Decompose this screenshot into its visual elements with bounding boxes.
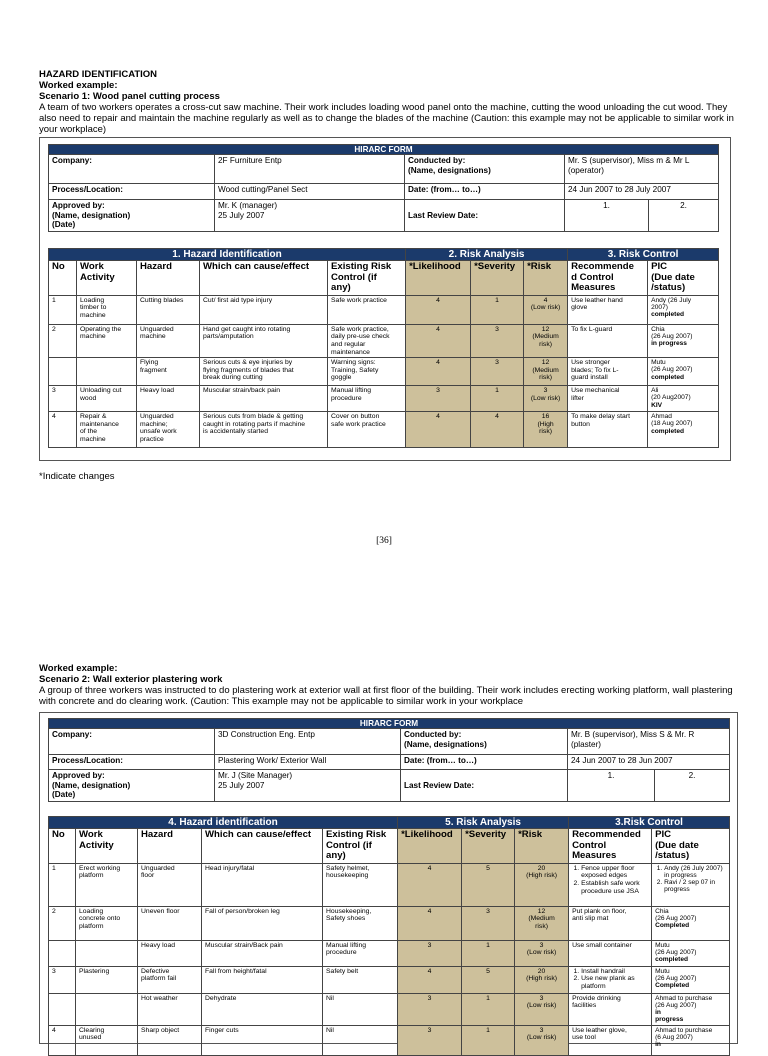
cell-likelihood: 4	[406, 324, 471, 357]
pic-name: Mutu (26 Aug 2007)	[655, 941, 697, 956]
approved-label: Approved by: (Name, designation) (Date)	[49, 200, 215, 232]
cell-no: 4	[49, 1025, 76, 1055]
header-recommended-control: Recommended Control Measures	[569, 829, 652, 864]
table-row	[49, 906, 730, 940]
cell-severity: 3	[471, 324, 524, 357]
company-value: 2F Furniture Entp	[215, 155, 405, 184]
header-cause-effect: Which can cause/effect	[200, 261, 328, 296]
cell-cause-effect: Serious cuts & eye injuries by flying fragments of blades that break during cutting	[200, 358, 328, 386]
conducted-value: Mr. B (supervisor), Miss S & Mr. R (plaster)	[568, 729, 730, 755]
date-label: Date: (from… to…)	[405, 184, 565, 200]
cell-existing-control: Warning signs: Training, Safety goggle	[328, 358, 406, 386]
cell-severity: 5	[462, 863, 515, 906]
status-label: completed	[651, 311, 685, 319]
cell-hazard: Unguarded machine	[137, 324, 200, 357]
cell-likelihood: 3	[398, 1025, 462, 1055]
cell-existing-control: Safe work practice, daily pre-use check and regular maintenance	[328, 324, 406, 357]
cell-no	[49, 940, 76, 966]
cell-existing-control: Safe work practice	[328, 295, 406, 324]
cell-cause-effect: Muscular strain/Back pain	[202, 940, 323, 966]
cell-risk: 12 (Medium risk)	[515, 906, 569, 940]
header-hazard: Hazard	[137, 261, 200, 296]
cell-risk: 20 (High risk)	[515, 966, 569, 993]
cell-work-activity	[77, 358, 137, 386]
form-title: HIRARC FORM	[49, 719, 730, 729]
table-row	[49, 412, 719, 448]
header-severity: *Severity	[471, 261, 524, 296]
status-label: completed	[655, 956, 689, 964]
cell-severity: 5	[462, 966, 515, 993]
cell-risk: 3 (Low risk)	[524, 386, 568, 412]
form-title: HIRARC FORM	[49, 145, 719, 155]
cell-existing-control: Safety belt	[323, 966, 398, 993]
cell-recommended-control: Provide drinking facilities	[569, 993, 652, 1025]
cell-no: 3	[49, 966, 76, 993]
cell-hazard: Cutting blades	[137, 295, 200, 324]
cell-hazard: Unguarded floor	[138, 863, 202, 906]
conducted-label: Conducted by: (Name, designations)	[401, 729, 568, 755]
cell-pic	[648, 324, 719, 357]
table-row	[49, 1025, 730, 1055]
header-severity: *Severity	[462, 829, 515, 864]
cell-work-activity	[76, 940, 138, 966]
cell-recommended-control: Use stronger blades; To fix L- guard install	[568, 358, 648, 386]
status-label: in progress	[655, 1009, 684, 1024]
cell-pic	[648, 386, 719, 412]
process-label: Process/Location:	[49, 184, 215, 200]
risk-table-2	[48, 816, 730, 1056]
cell-risk: 20 (High risk)	[515, 863, 569, 906]
pic-item: 2. Ravi / 2 sep 07 in progress	[664, 879, 726, 893]
cell-cause-effect: Finger cuts	[202, 1025, 323, 1055]
cell-hazard: Heavy load	[137, 386, 200, 412]
cell-hazard: Sharp object	[138, 1025, 202, 1055]
cell-severity: 4	[471, 412, 524, 448]
pic-name: Ahmad to purchase (6 Aug 2007)	[655, 1026, 713, 1041]
cell-recommended-control	[569, 966, 652, 993]
header-risk: *Risk	[515, 829, 569, 864]
cell-pic	[652, 966, 730, 993]
cell-risk: 4 (Low risk)	[524, 295, 568, 324]
pic-name: Ali (20 Aug2007)	[651, 387, 691, 402]
cell-work-activity: Plastering	[76, 966, 138, 993]
cell-likelihood: 4	[406, 358, 471, 386]
cell-cause-effect: Head injury/fatal	[202, 863, 323, 906]
header-recommended-control: Recommende d Control Measures	[568, 261, 648, 296]
pic-name: Chia (26 Aug 2007)	[651, 325, 693, 340]
cell-severity: 1	[471, 386, 524, 412]
cell-cause-effect: Dehydrate	[202, 993, 323, 1025]
cell-likelihood: 4	[406, 295, 471, 324]
scenario-description: A group of three workers was instructed to do plastering work at exterior wall at first floor of the building. Their work includes erecting working platform, wall plastering with concrete and do clearing work. (Caution: This example may not be applicable to similar work in your workplace	[39, 685, 733, 707]
cell-recommended-control: To fix L-guard	[568, 324, 648, 357]
company-label: Company:	[49, 729, 215, 755]
status-label: completed	[651, 427, 685, 435]
header-row	[49, 829, 730, 864]
worked-example-label: Worked example:	[39, 80, 118, 91]
header-no: No	[49, 261, 77, 296]
cell-pic	[652, 863, 730, 906]
hirarc-form-2	[39, 712, 738, 1048]
status-label: in progress	[651, 340, 687, 348]
cell-recommended-control: To make delay start button	[568, 412, 648, 448]
date-label: Date: (from… to…)	[401, 755, 568, 770]
table-row	[49, 324, 719, 357]
table-body	[49, 295, 719, 447]
cell-pic	[652, 940, 730, 966]
header-risk: *Risk	[524, 261, 568, 296]
cell-likelihood: 3	[406, 386, 471, 412]
cell-no: 1	[49, 295, 77, 324]
scenario-description: A team of two workers operates a cross-cut saw machine. Their work includes loading wood panel onto the machine, cutting the wood unloading the cut wood. They also need to repair and maintain the machine regularly as well as to change the blades of the machine (Caution: this example may not be applicable to similar work in your workplace)	[39, 102, 734, 135]
cell-likelihood: 4	[406, 412, 471, 448]
cell-cause-effect: Fall from height/fatal	[202, 966, 323, 993]
cell-risk: 16 (High risk)	[524, 412, 568, 448]
cell-severity: 1	[462, 940, 515, 966]
cell-pic	[648, 412, 719, 448]
process-value: Plastering Work/ Exterior Wall	[215, 755, 401, 770]
recommended-item: 1. Install handrail	[581, 968, 648, 976]
process-label: Process/Location:	[49, 755, 215, 770]
pic-name: Mutu (26 Aug 2007)	[651, 359, 693, 374]
cell-likelihood: 4	[398, 966, 462, 993]
indicate-changes-note: *Indicate changes	[39, 471, 115, 482]
conducted-value: Mr. S (supervisor), Miss m & Mr L (operator)	[565, 155, 719, 184]
cell-pic	[652, 993, 730, 1025]
header-existing-control: Existing Risk Control (if any)	[323, 829, 398, 864]
cell-hazard: Uneven floor	[138, 906, 202, 940]
cell-recommended-control: Use leather hand glove	[568, 295, 648, 324]
section-risk-control: 3.Risk Control	[569, 817, 730, 829]
table-row	[49, 966, 730, 993]
cell-severity: 1	[462, 993, 515, 1025]
review-1: 1.	[565, 200, 649, 232]
worked-example-label: Worked example:	[39, 663, 118, 674]
cell-risk: 3 (Low risk)	[515, 940, 569, 966]
scenario-1-intro	[39, 69, 739, 135]
date-value: 24 Jun 2007 to 28 Jun 2007	[568, 755, 730, 770]
cell-severity: 1	[462, 1025, 515, 1055]
cell-cause-effect: Cut/ first aid type injury	[200, 295, 328, 324]
recommended-item: 2. Use new plank as platform	[581, 975, 648, 990]
scenario-title: Scenario 2: Wall exterior plastering work	[39, 674, 223, 685]
cell-no: 1	[49, 863, 76, 906]
table-row	[49, 295, 719, 324]
table-row	[49, 940, 730, 966]
review-1: 1.	[568, 770, 655, 802]
section-risk-control: 3. Risk Control	[568, 249, 719, 261]
cell-risk: 3 (Low risk)	[515, 1025, 569, 1055]
table-row	[49, 863, 730, 906]
cell-severity: 3	[462, 906, 515, 940]
section-hazard-identification: 4. Hazard identification	[49, 817, 398, 829]
cell-cause-effect: Muscular strain/back pain	[200, 386, 328, 412]
header-existing-control: Existing Risk Control (if any)	[328, 261, 406, 296]
cell-pic	[648, 295, 719, 324]
approved-label: Approved by: (Name, designation) (Date)	[49, 770, 215, 802]
cell-pic	[652, 906, 730, 940]
header-pic: PIC (Due date /status)	[652, 829, 730, 864]
cell-existing-control: Manual lifting procedure	[323, 940, 398, 966]
recommended-item: 1. Fence upper floor exposed edges	[581, 865, 648, 880]
cell-hazard: Unguarded machine; unsafe work practice	[137, 412, 200, 448]
pic-name: Ahmad (18 Aug 2007)	[651, 413, 693, 428]
cell-severity: 3	[471, 358, 524, 386]
form-info-table-2	[48, 718, 730, 802]
process-value: Wood cutting/Panel Sect	[215, 184, 405, 200]
pic-list	[655, 865, 726, 894]
cell-existing-control: Cover on button safe work practice	[328, 412, 406, 448]
cell-no	[49, 358, 77, 386]
table-body	[49, 863, 730, 1055]
cell-existing-control: Housekeeping, Safety shoes	[323, 906, 398, 940]
cell-cause-effect: Serious cuts from blade & getting caught in rotating parts if machine is accidentally started	[200, 412, 328, 448]
section-risk-analysis: 2. Risk Analysis	[406, 249, 568, 261]
recommended-item: 2. Establish safe work procedure use JSA	[581, 880, 648, 895]
cell-work-activity: Clearing unused	[76, 1025, 138, 1055]
cell-risk: 12 (Medium risk)	[524, 324, 568, 357]
approved-value: Mr. K (manager) 25 July 2007	[215, 200, 405, 232]
company-label: Company:	[49, 155, 215, 184]
review-label: Last Review Date:	[401, 770, 568, 802]
cell-work-activity	[76, 993, 138, 1025]
form-info-table-1	[48, 144, 719, 232]
recommended-list	[572, 968, 648, 991]
cell-work-activity: Loading concrete onto platform	[76, 906, 138, 940]
cell-work-activity: Unloading cut wood	[77, 386, 137, 412]
pic-name: Mutu (26 Aug 2007)	[655, 967, 697, 982]
cell-risk: 12 (Medium risk)	[524, 358, 568, 386]
cell-pic	[648, 358, 719, 386]
section-risk-analysis: 5. Risk Analysis	[398, 817, 569, 829]
pic-name: Ahmad to purchase (26 Aug 2007)	[655, 994, 713, 1009]
cell-risk: 3 (Low risk)	[515, 993, 569, 1025]
cell-likelihood: 4	[398, 863, 462, 906]
header-work-activity: Work Activity	[77, 261, 137, 296]
header-pic: PIC (Due date /status)	[648, 261, 719, 296]
status-label: Completed	[655, 922, 690, 930]
cell-hazard: Flying fragment	[137, 358, 200, 386]
cell-no	[49, 993, 76, 1025]
review-label: Last Review Date:	[405, 200, 565, 232]
header-row	[49, 261, 719, 296]
cell-hazard: Hot weather	[138, 993, 202, 1025]
cell-existing-control: Safety helmet, housekeeping	[323, 863, 398, 906]
cell-hazard: Heavy load	[138, 940, 202, 966]
cell-recommended-control: Use small container	[569, 940, 652, 966]
cell-no: 4	[49, 412, 77, 448]
cell-pic	[652, 1025, 730, 1055]
cell-likelihood: 3	[398, 940, 462, 966]
cell-work-activity: Operating the machine	[77, 324, 137, 357]
date-value: 24 Jun 2007 to 28 July 2007	[565, 184, 719, 200]
cell-work-activity: Repair & maintenance of the machine	[77, 412, 137, 448]
cell-hazard: Defective platform fail	[138, 966, 202, 993]
recommended-list	[572, 865, 648, 895]
page-title: HAZARD IDENTIFICATION	[39, 69, 158, 80]
cell-recommended-control: Use mechanical lifter	[568, 386, 648, 412]
page-number: [36]	[376, 536, 392, 546]
status-label: completed	[651, 373, 685, 381]
cell-work-activity: Loading timber to machine	[77, 295, 137, 324]
section-hazard-identification: 1. Hazard Identification	[49, 249, 406, 261]
cell-cause-effect: Fall of person/broken leg	[202, 906, 323, 940]
table-row	[49, 993, 730, 1025]
header-likelihood: *Likelihood	[406, 261, 471, 296]
conducted-label: Conducted by: (Name, designations)	[405, 155, 565, 184]
review-2: 2.	[655, 770, 730, 802]
cell-recommended-control	[569, 863, 652, 906]
cell-existing-control: Nil	[323, 1025, 398, 1055]
cell-recommended-control: Put plank on floor, anti slip mat	[569, 906, 652, 940]
pic-name: Chia (26 Aug 2007)	[655, 907, 697, 922]
header-hazard: Hazard	[138, 829, 202, 864]
status-label: Completed	[655, 982, 690, 990]
scenario-title: Scenario 1: Wood panel cutting process	[39, 91, 220, 102]
hirarc-form-1	[39, 137, 731, 461]
status-label: in	[655, 1041, 661, 1048]
scenario-2-intro	[39, 663, 739, 707]
table-row	[49, 358, 719, 386]
header-cause-effect: Which can cause/effect	[202, 829, 323, 864]
risk-table-1	[48, 248, 719, 448]
header-no: No	[49, 829, 76, 864]
company-value: 3D Construction Eng. Entp	[215, 729, 401, 755]
cell-cause-effect: Hand get caught into rotating parts/amputation	[200, 324, 328, 357]
cell-no: 2	[49, 906, 76, 940]
header-work-activity: Work Activity	[76, 829, 138, 864]
cell-existing-control: Nil	[323, 993, 398, 1025]
cell-likelihood: 3	[398, 993, 462, 1025]
review-2: 2.	[649, 200, 719, 232]
cell-no: 2	[49, 324, 77, 357]
cell-recommended-control: Use leather glove, use tool	[569, 1025, 652, 1055]
approved-value: Mr. J (Site Manager) 25 July 2007	[215, 770, 401, 802]
cell-work-activity: Erect working platform	[76, 863, 138, 906]
cell-severity: 1	[471, 295, 524, 324]
cell-likelihood: 4	[398, 906, 462, 940]
cell-no: 3	[49, 386, 77, 412]
status-label: KIV	[651, 401, 663, 409]
pic-name: Andy (26 July 2007)	[651, 296, 692, 311]
header-likelihood: *Likelihood	[398, 829, 462, 864]
pic-item: 1. Andy (26 July 2007) in progress	[664, 865, 726, 879]
table-row	[49, 386, 719, 412]
cell-existing-control: Manual lifting procedure	[328, 386, 406, 412]
